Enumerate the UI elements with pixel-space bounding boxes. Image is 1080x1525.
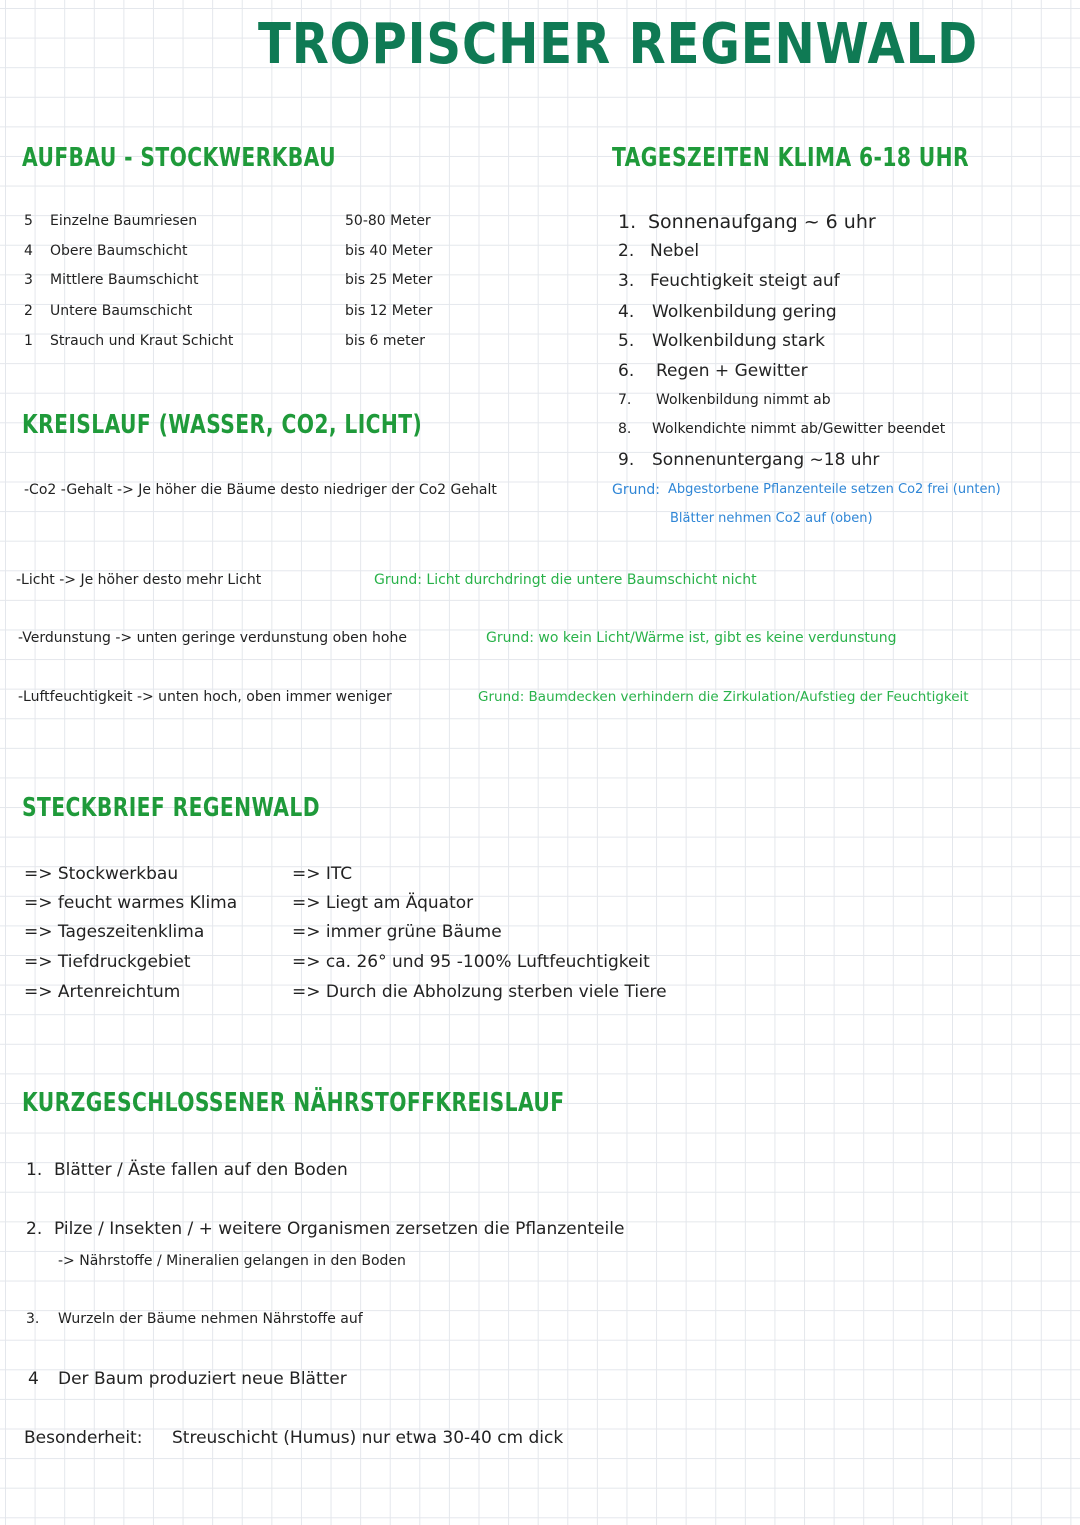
naehrstoff-step-num: 4 bbox=[28, 1369, 39, 1389]
besonderheit-text: Streuschicht (Humus) nur etwa 30-40 cm dick bbox=[172, 1428, 564, 1448]
aufbau-height: bis 6 meter bbox=[345, 333, 425, 349]
co2-grund-line1: Abgestorbene Pflanzenteile setzen Co2 frei (unten) bbox=[668, 482, 1001, 497]
besonderheit-label: Besonderheit: bbox=[24, 1428, 143, 1448]
aufbau-label: Einzelne Baumriesen bbox=[50, 213, 198, 229]
steckbrief-item: => feucht warmes Klima bbox=[24, 893, 238, 913]
licht-grund: Grund: Licht durchdringt die untere Baumschicht nicht bbox=[374, 572, 757, 588]
steckbrief-heading: STECKBRIEF REGENWALD bbox=[22, 793, 320, 823]
tageszeiten-num: 7. bbox=[618, 392, 632, 408]
naehrstoff-step-num: 1. bbox=[26, 1160, 43, 1180]
co2-grund-label: Grund: bbox=[612, 482, 660, 498]
verdunstung-grund: Grund: wo kein Licht/Wärme ist, gibt es keine verdunstung bbox=[486, 630, 897, 646]
tageszeiten-num: 9. bbox=[618, 450, 635, 470]
aufbau-label: Obere Baumschicht bbox=[50, 243, 188, 259]
aufbau-num: 5 bbox=[24, 213, 33, 229]
aufbau-height: bis 25 Meter bbox=[345, 272, 433, 288]
naehrstoff-step-text: Wurzeln der Bäume nehmen Nährstoffe auf bbox=[58, 1311, 363, 1327]
tageszeiten-num: 3. bbox=[618, 271, 635, 291]
steckbrief-item: => Tiefdruckgebiet bbox=[24, 952, 191, 972]
aufbau-label: Untere Baumschicht bbox=[50, 303, 193, 319]
aufbau-heading: AUFBAU - STOCKWERKBAU bbox=[22, 143, 336, 173]
steckbrief-item: => Stockwerkbau bbox=[24, 864, 179, 884]
naehrstoff-step-text: Pilze / Insekten / + weitere Organismen zersetzen die Pflanzenteile bbox=[54, 1219, 625, 1239]
steckbrief-item: => ca. 26° und 95 -100% Luftfeuchtigkeit bbox=[292, 952, 650, 972]
tageszeiten-num: 5. bbox=[618, 331, 635, 351]
co2-grund-line2: Blätter nehmen Co2 auf (oben) bbox=[670, 511, 873, 526]
tageszeiten-text: Regen + Gewitter bbox=[656, 361, 808, 381]
co2-line: -Co2 -Gehalt -> Je höher die Bäume desto niedriger der Co2 Gehalt bbox=[24, 482, 497, 498]
tageszeiten-num: 1. bbox=[618, 211, 637, 233]
tageszeiten-text: Wolkendichte nimmt ab/Gewitter beendet bbox=[652, 421, 946, 437]
naehrstoff-step-num: 2. bbox=[26, 1219, 43, 1239]
verdunstung-line: -Verdunstung -> unten geringe verdunstung oben hohe bbox=[18, 630, 407, 646]
tageszeiten-text: Wolkenbildung stark bbox=[652, 331, 825, 351]
tageszeiten-num: 4. bbox=[618, 302, 635, 322]
aufbau-height: bis 12 Meter bbox=[345, 303, 433, 319]
naehrstoff-step-text: Der Baum produziert neue Blätter bbox=[58, 1369, 347, 1389]
tageszeiten-num: 6. bbox=[618, 361, 635, 381]
tageszeiten-text: Feuchtigkeit steigt auf bbox=[650, 271, 840, 291]
aufbau-num: 3 bbox=[24, 272, 33, 288]
aufbau-height: bis 40 Meter bbox=[345, 243, 433, 259]
naehrstoff-step-text: Blätter / Äste fallen auf den Boden bbox=[54, 1160, 348, 1180]
licht-line: -Licht -> Je höher desto mehr Licht bbox=[16, 572, 262, 588]
luftfeuchtigkeit-grund: Grund: Baumdecken verhindern die Zirkulation/Aufstieg der Feuchtigkeit bbox=[478, 689, 969, 705]
steckbrief-item: => ITC bbox=[292, 864, 353, 884]
steckbrief-item: => immer grüne Bäume bbox=[292, 922, 502, 942]
naehrstoff-heading: KURZGESCHLOSSENER NÄHRSTOFFKREISLAUF bbox=[22, 1088, 565, 1118]
naehrstoff-step-text: -> Nährstoffe / Mineralien gelangen in den Boden bbox=[58, 1253, 406, 1269]
aufbau-num: 2 bbox=[24, 303, 33, 319]
luftfeuchtigkeit-line: -Luftfeuchtigkeit -> unten hoch, oben immer weniger bbox=[18, 689, 392, 705]
steckbrief-item: => Durch die Abholzung sterben viele Tiere bbox=[292, 982, 667, 1002]
aufbau-num: 4 bbox=[24, 243, 33, 259]
tageszeiten-text: Sonnenaufgang ~ 6 uhr bbox=[648, 211, 876, 233]
tageszeiten-num: 2. bbox=[618, 241, 635, 261]
tageszeiten-text: Sonnenuntergang ~18 uhr bbox=[652, 450, 880, 470]
page-title: TROPISCHER REGENWALD bbox=[258, 12, 978, 77]
kreislauf-heading: KREISLAUF (WASSER, CO2, LICHT) bbox=[22, 410, 423, 440]
aufbau-height: 50-80 Meter bbox=[345, 213, 431, 229]
tageszeiten-text: Nebel bbox=[650, 241, 700, 261]
steckbrief-item: => Artenreichtum bbox=[24, 982, 181, 1002]
tageszeiten-heading: TAGESZEITEN KLIMA 6-18 UHR bbox=[612, 143, 970, 173]
naehrstoff-step-num: 3. bbox=[26, 1311, 40, 1327]
steckbrief-item: => Tageszeitenklima bbox=[24, 922, 205, 942]
aufbau-label: Strauch und Kraut Schicht bbox=[50, 333, 234, 349]
aufbau-label: Mittlere Baumschicht bbox=[50, 272, 199, 288]
tageszeiten-num: 8. bbox=[618, 421, 632, 437]
tageszeiten-text: Wolkenbildung nimmt ab bbox=[656, 392, 831, 408]
aufbau-num: 1 bbox=[24, 333, 33, 349]
steckbrief-item: => Liegt am Äquator bbox=[292, 893, 474, 913]
tageszeiten-text: Wolkenbildung gering bbox=[652, 302, 837, 322]
